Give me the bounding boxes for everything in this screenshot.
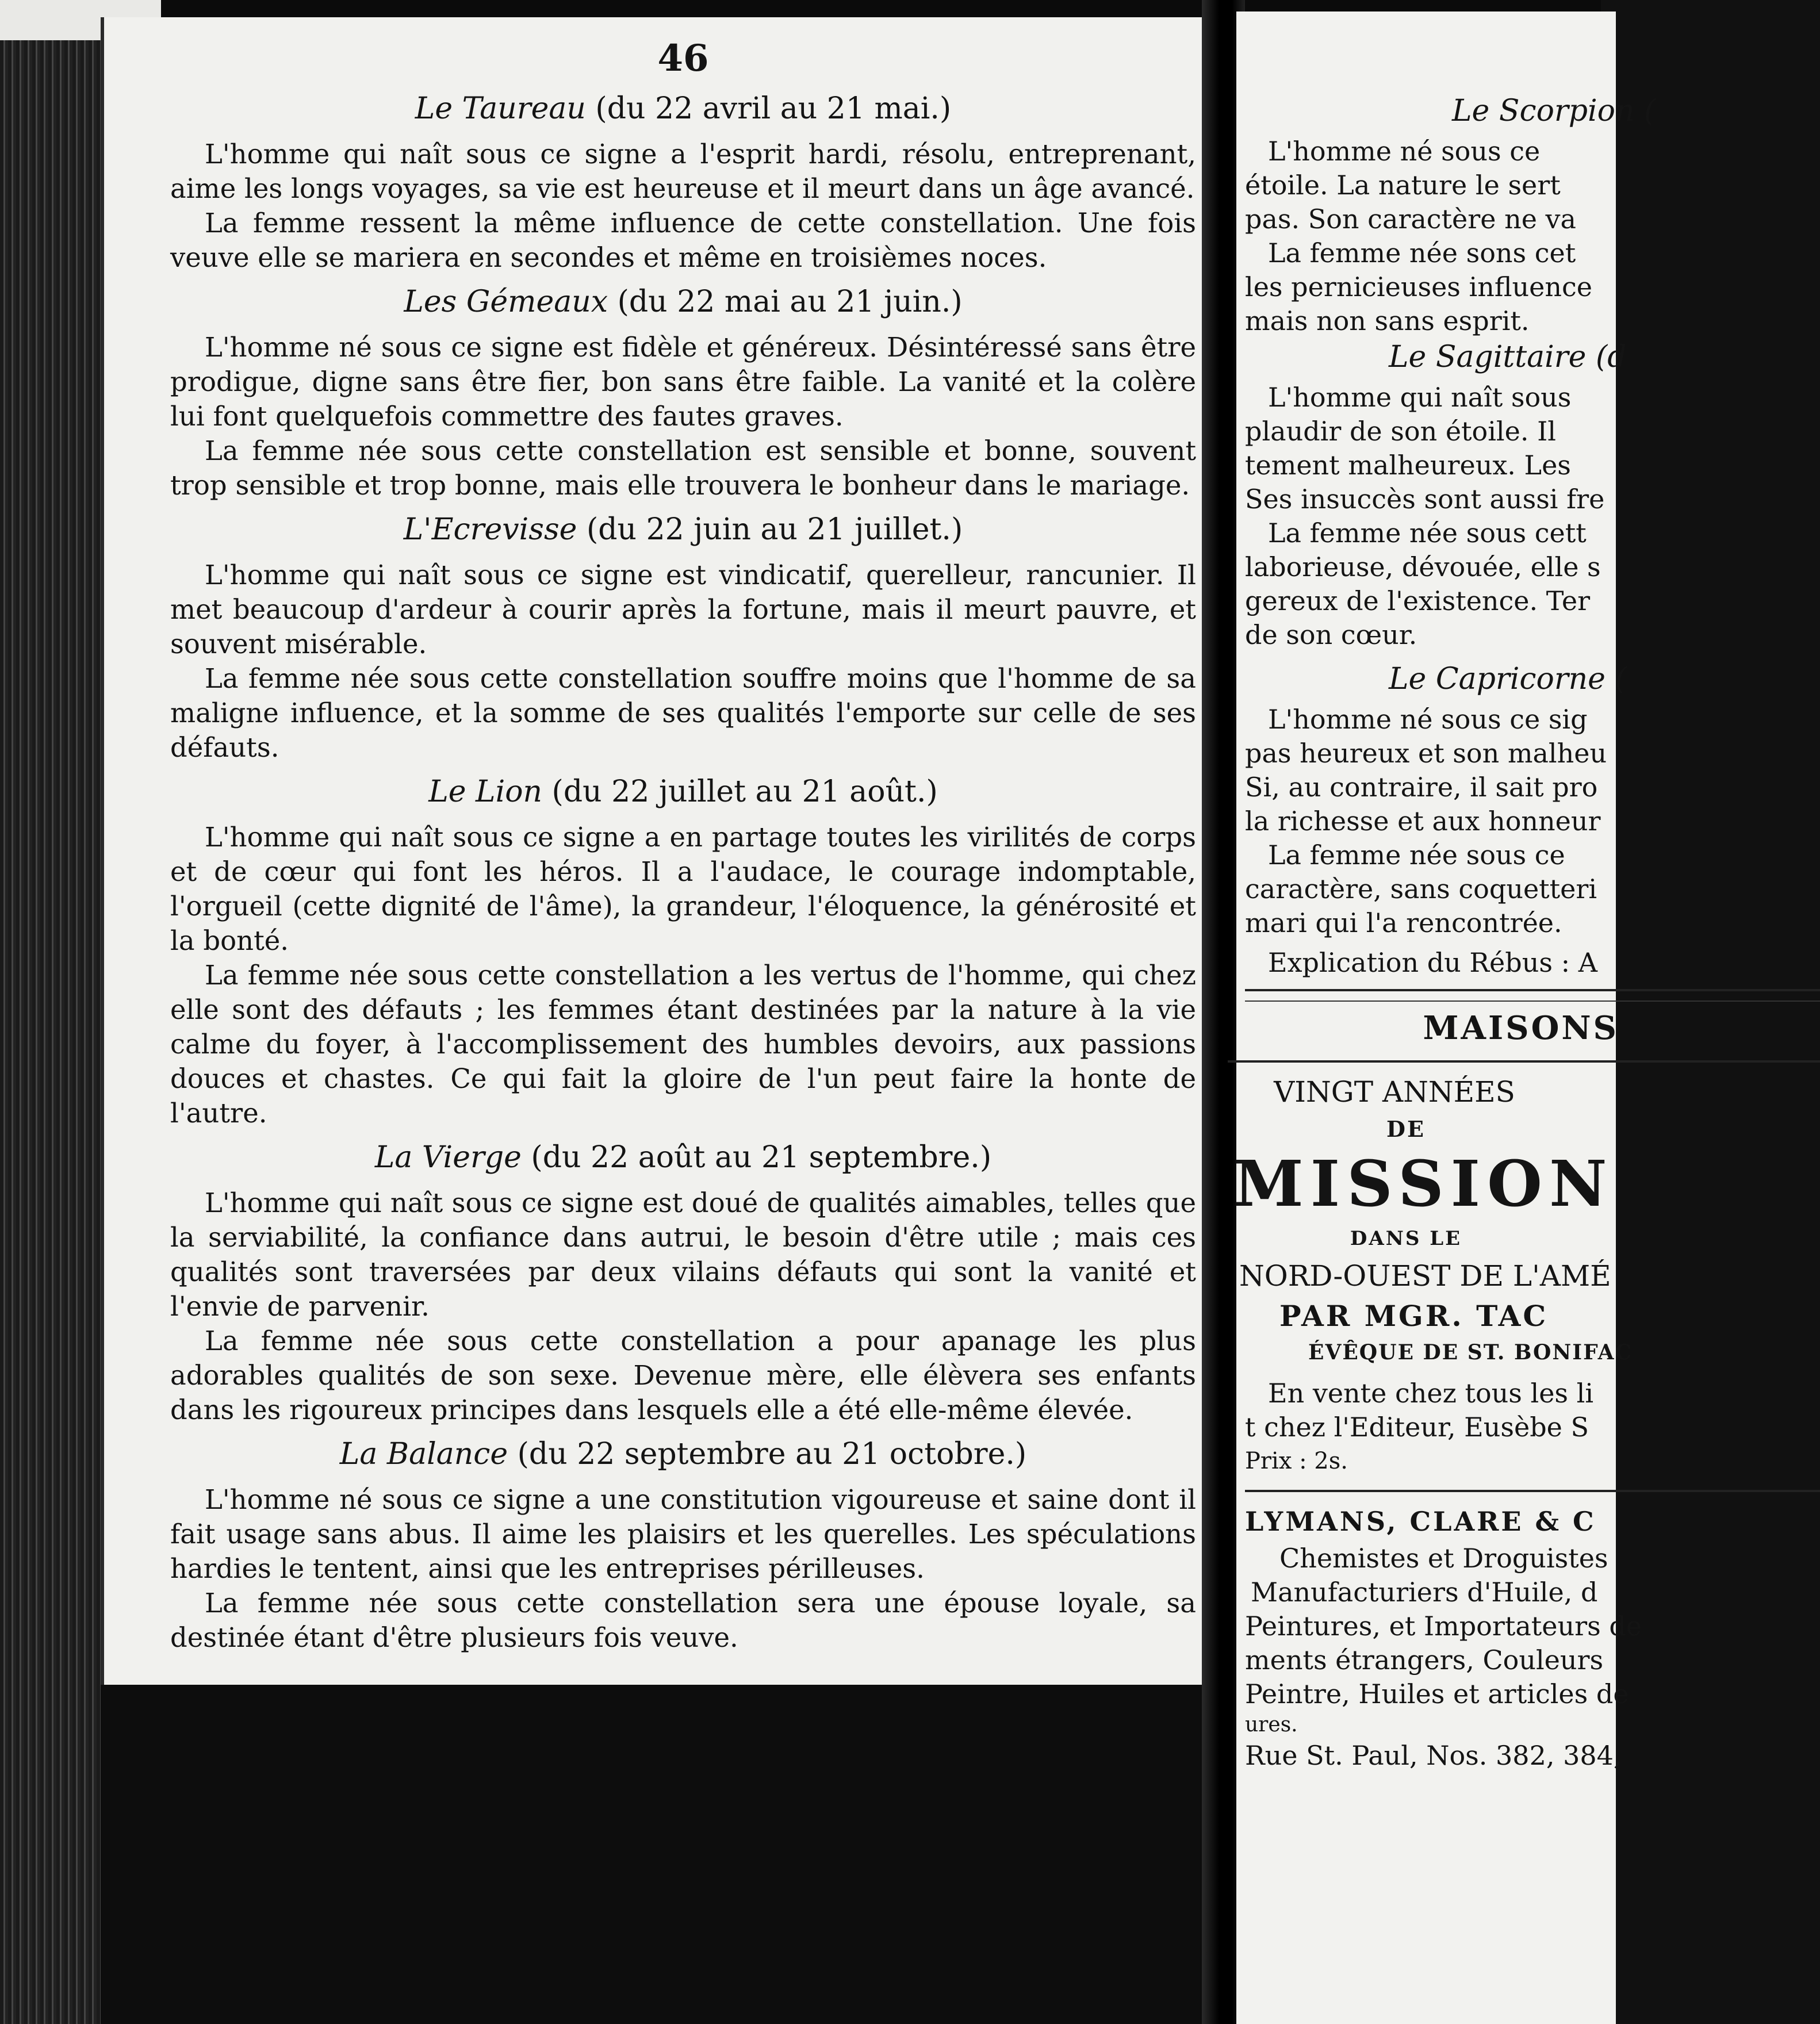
divider — [1245, 1490, 1820, 1492]
sign-paragraph: L'homme né sous ce signe est fidèle et généreux. Désintéressé sans être prodigue, digne sans être fier, bon sans être faible. La vanité et la colère lui font quelquefois commettre des fautes graves. — [170, 332, 1196, 432]
ad-line: En vente chez tous les li — [1268, 1378, 1594, 1409]
book-edge — [0, 0, 109, 2024]
ad-line: DE — [1386, 1116, 1426, 1142]
ad-line: Chemistes et Droguistes — [1279, 1543, 1608, 1574]
sign-title — [170, 773, 1196, 811]
text-line: laborieuse, dévouée, elle s — [1245, 551, 1601, 582]
ad-line: PAR MGR. TAC — [1279, 1299, 1549, 1333]
text-line: gereux de l'existence. Ter — [1245, 585, 1591, 616]
text-line: Ses insuccès sont aussi fre — [1245, 484, 1605, 515]
right-column — [1233, 92, 1820, 1773]
sagittaire-title: Le Sagittaire (d — [1389, 340, 1627, 374]
text-line: pas heureux et son malheu — [1245, 738, 1607, 769]
ad-line: ments étrangers, Couleurs — [1245, 1644, 1604, 1676]
ad-line: MISSION — [1233, 1147, 1614, 1221]
sign-title — [170, 1435, 1196, 1473]
sign-name: La Balance — [339, 1437, 508, 1471]
sagittaire-text — [1245, 381, 1820, 652]
sign-block — [170, 1435, 1196, 1655]
ad-line: Manufacturiers d'Huile, d — [1251, 1577, 1598, 1608]
text-line: la richesse et aux honneur — [1245, 806, 1601, 837]
sign-paragraph: L'homme qui naît sous ce signe est vindicatif, querelleur, rancunier. Il met beaucoup d'ardeur à courir après la fortune, mais il meurt pauvre, et souvent misérable. — [170, 559, 1196, 660]
sign-paragraph: La femme ressent la même influence de cette constellation. Une fois veuve elle se mariera en secondes et même en troisièmes noces. — [170, 208, 1196, 273]
ad-line: Peintures, et Importateurs de — [1245, 1611, 1642, 1642]
sign-dates: (du 22 mai au 21 juin.) — [617, 285, 963, 319]
capricorne-text — [1245, 703, 1820, 940]
divider — [1245, 989, 1820, 991]
sign-dates: (du 22 juin au 21 juillet.) — [586, 512, 963, 547]
text-line: L'homme qui naît sous — [1268, 382, 1572, 413]
text-line: mari qui l'a rencontrée. — [1245, 907, 1562, 938]
sign-block — [170, 90, 1196, 275]
sign-name: L'Ecrevisse — [403, 512, 577, 547]
sign-block — [170, 773, 1196, 1130]
sign-name: Le Lion — [428, 775, 543, 809]
ad-heading: MAISONS — [1423, 1009, 1619, 1047]
sign-paragraph: L'homme né sous ce signe a une constitution vigoureuse et saine dont il fait usage sans abus. Il aime les plaisirs et les querelles. Les spéculations hardies le tentent, ainsi que les entreprises périlleuses. — [170, 1484, 1196, 1584]
text-line: La femme née sous ce — [1268, 839, 1565, 871]
sign-dates: (du 22 septembre au 21 octobre.) — [517, 1437, 1027, 1471]
sign-name: Le Taureau — [415, 91, 586, 126]
divider — [1245, 1000, 1820, 1002]
sign-name: La Vierge — [374, 1140, 522, 1175]
left-page — [101, 17, 1213, 1685]
sign-paragraph: L'homme qui naît sous ce signe a l'esprit hardi, résolu, entreprenant, aime les longs voyages, sa vie est heureuse et il meurt dans un âge avancé. — [170, 139, 1196, 204]
sign-paragraph: La femme née sous cette constellation est sensible et bonne, souvent trop sensible et trop bonne, mais elle trouvera le bonheur dans le mariage. — [170, 435, 1196, 501]
text-line: pas. Son caractère ne va — [1245, 204, 1576, 235]
ad-line: NORD-OUEST DE L'AMÉ — [1239, 1259, 1611, 1293]
ad-line: DANS LE — [1350, 1227, 1462, 1250]
text-line: tement malheureux. Les — [1245, 450, 1571, 481]
sign-dates: (du 22 avril au 21 mai.) — [595, 91, 952, 126]
ad-line: Rue St. Paul, Nos. 382, 384, — [1245, 1740, 1622, 1771]
ad-line: Prix : 2s. — [1245, 1448, 1348, 1474]
sign-paragraph: L'homme qui naît sous ce signe a en partage toutes les virilités de corps et de cœur qui font les héros. Il a l'audace, le courage indomptable, l'orgueil (cette dignité de l'âme), la grandeur, l'éloquence, la générosité et la bonté. — [170, 822, 1196, 956]
sign-paragraph: La femme née sous cette constellation a les vertus de l'homme, qui chez elle sont des défauts ; les femmes étant destinées par la nature à la vie calme du foyer, à l'accomplissement des humbles devoirs, aux passions douces et chastes. Ce qui fait la gloire de l'un peut faire la honte de l'autre. — [170, 960, 1196, 1129]
scorpion-title: Le Scorpion ( — [1452, 94, 1656, 128]
sign-dates: (du 22 juillet au 21 août.) — [551, 775, 938, 809]
divider — [1228, 1060, 1820, 1063]
text-line: La femme née sous cett — [1268, 518, 1587, 549]
zodiac-signs — [170, 90, 1196, 1655]
ad-line: Peintre, Huiles et articles de — [1245, 1678, 1629, 1709]
ad-line: LYMANS, CLARE & C — [1245, 1506, 1596, 1537]
sign-block — [170, 283, 1196, 503]
ad-line: VINGT ANNÉES — [1274, 1075, 1515, 1109]
text-line: de son cœur. — [1245, 619, 1417, 650]
sign-paragraph: L'homme qui naît sous ce signe est doué de qualités aimables, telles que la serviabilité, la confiance dans autrui, le besoin d'être utile ; mais ces qualités sont traversées par deux vilains défauts qui sont la vanité et l'envie de parvenir. — [170, 1187, 1196, 1322]
page-bottom-shadow — [101, 1685, 1213, 2024]
text-line: L'homme né sous ce sig — [1268, 704, 1588, 735]
capricorne-title: Le Capricorne ( — [1389, 662, 1627, 696]
sign-title — [170, 283, 1196, 321]
page-number: 46 — [657, 37, 709, 80]
sign-paragraph: La femme née sous cette constellation a pour apanage les plus adorables qualités de son sexe. Devenue mère, elle élèvera ses enfants dans les rigoureux principes dans lesquels elle a été elle-même élevée. — [170, 1325, 1196, 1425]
text-line: plaudir de son étoile. Il — [1245, 416, 1556, 447]
scorpion-text — [1245, 135, 1820, 338]
ad-line: ÉVÊQUE DE ST. BONIFAC — [1308, 1340, 1633, 1364]
text-line: caractère, sans coquetteri — [1245, 873, 1597, 904]
sign-title — [170, 511, 1196, 549]
ad-line: ures. — [1245, 1713, 1298, 1736]
text-line: L'homme né sous ce — [1268, 136, 1541, 167]
sign-block — [170, 1138, 1196, 1427]
right-page — [1233, 12, 1656, 2024]
ad-line: t chez l'Editeur, Eusèbe S — [1245, 1412, 1589, 1443]
sign-dates: (du 22 août au 21 septembre.) — [531, 1140, 992, 1175]
sign-paragraph: La femme née sous cette constellation souffre moins que l'homme de sa maligne influence, et la somme de ses qualités l'emporte sur celle de ses défauts. — [170, 663, 1196, 763]
rebus-explanation: Explication du Rébus : A — [1268, 947, 1597, 978]
text-line: mais non sans esprit. — [1245, 305, 1530, 336]
sign-title — [170, 1138, 1196, 1176]
text-line: La femme née sons cet — [1268, 237, 1576, 269]
sign-name: Les Gémeaux — [404, 285, 608, 319]
text-line: les pernicieuses influence — [1245, 271, 1593, 302]
text-line: Si, au contraire, il sait pro — [1245, 772, 1598, 803]
sign-block — [170, 511, 1196, 765]
text-line: étoile. La nature le sert — [1245, 170, 1561, 201]
sign-title — [170, 90, 1196, 128]
sign-paragraph: La femme née sous cette constellation sera une épouse loyale, sa destinée étant d'être plusieurs fois veuve. — [170, 1588, 1196, 1653]
